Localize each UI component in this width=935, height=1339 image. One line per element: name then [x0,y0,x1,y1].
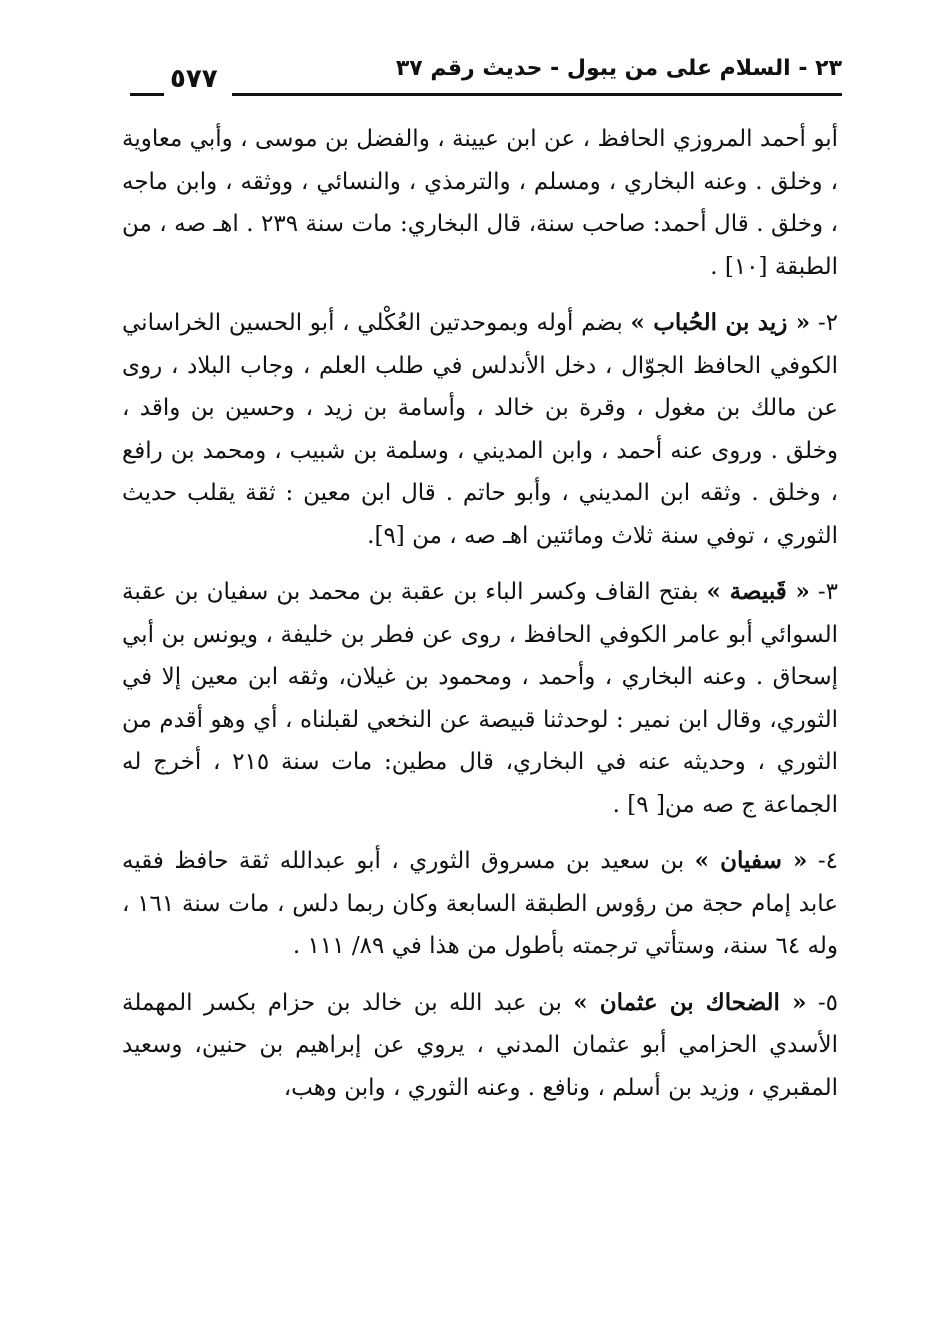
header-rule-long [232,93,842,96]
paragraph-text: بن عبد الله بن خالد بن حزام بكسر المهملة الأسدي الحزامي أبو عثمان المدني ، يروي عن إبراهيم بن حنين، وسعيد المقبري ، وزيد بن أسلم ، ونافع . وعنه الثوري ، وابن وهب، [122,989,838,1101]
paragraph-3 [122,571,838,826]
narrator-name: « زيد بن الحُباب » [630,309,811,336]
narrator-name: « قَبيصة » [706,578,810,605]
running-title: ٢٣ - السلام على من يبول - حديث رقم ٣٧ [395,56,842,81]
paragraph-1 [122,118,838,288]
entry-number: ٤- [807,848,838,874]
paragraph-text: بفتح القاف وكسر الباء بن عقبة بن محمد بن سفيان بن عقبة السوائي أبو عامر الكوفي الحافظ ، روى عن فطر بن خليفة ، ويونس بن أبي إسحاق . وعنه البخاري ، وأحمد ، ومحمود بن غيلان، وثقه ابن معين إلا في الثوري، وقال ابن نمير : لوحدثنا قبيصة عن النخعي لقبلناه ، أي وهو أقدم من الثوري ، وحديثه عنه في البخاري، قال مطين: مات سنة ٢١٥ ، أخرج له الجماعة ج صه من[ ٩] . [122,579,838,818]
page-header [120,52,842,102]
paragraph-text: أبو أحمد المروزي الحافظ ، عن ابن عيينة ، والفضل بن موسى ، وأبي معاوية ، وخلق . وعنه البخاري ، ومسلم ، والترمذي ، والنسائي ، ووثقه ، وابن ماجه ، وخلق . قال أحمد: صاحب سنة، قال البخاري: مات سنة ٢٣٩ . اهـ صه ، من الطبقة [١٠] . [122,126,838,280]
paragraph-4 [122,840,838,968]
entry-number: ٣- [809,579,838,605]
page-number: ٥٧٧ [170,64,218,94]
paragraph-2 [122,302,838,557]
header-rule-short [130,93,164,96]
paragraph-5 [122,982,838,1110]
entry-number: ٢- [810,310,838,336]
narrator-name: « الضحاك بن عثمان » [573,988,807,1016]
entry-number: ٥- [806,989,838,1016]
page-body [122,118,838,1123]
paragraph-text: بضم أوله وبموحدتين العُكْلي ، أبو الحسين الخراساني الكوفي الحافظ الجوّال ، دخل الأندلس في طلب العلم ، وجاب البلاد ، روى عن مالك بن مغول ، وقرة بن خالد ، وأسامة بن زيد ، وحسين بن واقد ، وخلق . وروى عنه أحمد ، وابن المديني ، وسلمة بن شبيب ، ومحمد بن رافع ، وخلق . وثقه ابن المديني ، وأبو حاتم . قال ابن معين : ثقة يقلب حديث الثوري ، توفي سنة ثلاث ومائتين اهـ صه ، من [٩]. [122,310,838,549]
narrator-name: « سفيان » [694,847,808,874]
paragraph-text: بن سعيد بن مسروق الثوري ، أبو عبدالله ثقة حافظ فقيه عابد إمام حجة من رؤوس الطبقة السابعة وكان ربما دلس ، مات سنة ١٦١ ، وله ٦٤ سنة، وستأتي ترجمته بأطول من هذا في ٨٩/ ١١١ . [122,848,839,959]
